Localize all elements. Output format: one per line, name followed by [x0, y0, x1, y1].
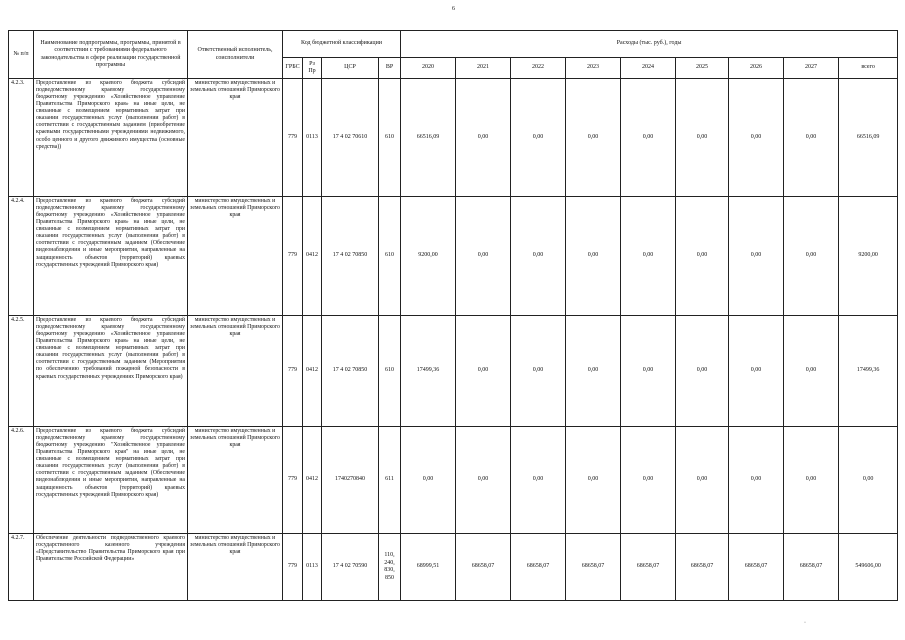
row-name: Предоставление из краевого бюджета субсидий подведомственному краевому государственному бюджетному учреждению "Хозяйственное управление Правительства Приморского края" на иные цели, не связанные с возмещением нормативных затрат при оказании государственных услуг (выполнении работ) в соответствии с государственным заданием (Обеспечение видеонаблюдения и иные мероприятия, направленные на защищенность объектов (территорий) краевых государственных учреждений Приморского края) — [34, 427, 188, 534]
header-year: 2020 — [401, 58, 456, 79]
row-value: 0,00 — [729, 79, 784, 197]
header-year: 2027 — [784, 58, 839, 79]
row-vr: 610 — [379, 316, 401, 427]
row-total: 17499,36 — [839, 316, 898, 427]
budget-table — [8, 30, 898, 601]
row-total: 0,00 — [839, 427, 898, 534]
header-year: 2025 — [676, 58, 729, 79]
row-vr: 610 — [379, 79, 401, 197]
row-rzpr: 0412 — [303, 316, 322, 427]
header-total: всего — [839, 58, 898, 79]
row-value: 0,00 — [676, 316, 729, 427]
row-csr: 17 4 02 70850 — [322, 197, 379, 316]
table-row — [9, 316, 898, 427]
row-value: 0,00 — [784, 427, 839, 534]
header-num: № п/п — [9, 31, 34, 79]
row-value: 0,00 — [784, 197, 839, 316]
row-name: Предоставление из краевого бюджета субсидий подведомственному краевому государственному бюджетному учреждению «Хозяйственное управление Правительства Приморского края» на иные цели, не связанные с возмещением нормативных затрат при оказании государственных услуг (выполнении работ) в соответствии с государственным заданием (приобретение краевыми государственными учреждениями недвижимого, особо ценного и другого движимого имущества (основные средства)) — [34, 79, 188, 197]
row-grbs: 779 — [283, 79, 303, 197]
row-grbs: 779 — [283, 316, 303, 427]
row-value: 0,00 — [676, 197, 729, 316]
row-grbs: 779 — [283, 427, 303, 534]
header-csr: ЦСР — [322, 58, 379, 79]
row-grbs: 779 — [283, 534, 303, 601]
table-row — [9, 197, 898, 316]
row-value: 0,00 — [729, 316, 784, 427]
header-expenses: Расходы (тыс. руб.), годы — [401, 31, 898, 58]
table-row — [9, 79, 898, 197]
header-rzpr: Рз Пр — [303, 58, 322, 79]
row-executor: министерство имущественных и земельных отношений Приморского края — [188, 79, 283, 197]
row-vr: 110, 240, 830, 850 — [379, 534, 401, 601]
row-num: 4.2.4. — [9, 197, 34, 316]
row-value: 0,00 — [566, 316, 621, 427]
row-name: Предоставление из краевого бюджета субсидий подведомственному краевому государственному бюджетному учреждению «Хозяйственное управление Правительства Приморского края» на иные цели, не связанные с возмещением нормативных затрат при оказании государственных услуг (выполнении работ) в соответствии с государственным заданием (Мероприятия по обеспечению требований пожарной безопасности в краевых государственных учреждениях Приморского края) — [34, 316, 188, 427]
header-budget-code: Код бюджетной классификации — [283, 31, 401, 58]
row-value: 68658,07 — [784, 534, 839, 601]
row-rzpr: 0412 — [303, 427, 322, 534]
row-value: 68658,07 — [676, 534, 729, 601]
page-number: 6 — [452, 6, 455, 12]
header-executor: Ответственный исполнитель, соисполнители — [188, 31, 283, 79]
row-value: 0,00 — [621, 316, 676, 427]
row-value: 0,00 — [676, 427, 729, 534]
row-executor: министерство имущественных и земельных отношений Приморского края — [188, 197, 283, 316]
header-year: 2026 — [729, 58, 784, 79]
row-csr: 17 4 02 70850 — [322, 316, 379, 427]
row-value: 0,00 — [729, 197, 784, 316]
header-row-1 — [9, 31, 898, 58]
row-value: 68658,07 — [566, 534, 621, 601]
row-executor: министерство имущественных и земельных отношений Приморского края — [188, 534, 283, 601]
row-csr: 1740270840 — [322, 427, 379, 534]
row-total: 9200,00 — [839, 197, 898, 316]
row-value: 0,00 — [566, 197, 621, 316]
row-name: Предоставление из краевого бюджета субсидий подведомственному краевому государственному бюджетному учреждению «Хозяйственное управление Правительства Приморского края» на иные цели, не связанные с возмещением нормативных затрат при оказании государственных услуг (выполнении работ) в соответствии с государственным заданием (Обеспечение видеонаблюдения и иные мероприятия, направленные на защищенность объектов (территорий) краевых государственных учреждений Приморского края) — [34, 197, 188, 316]
row-num: 4.2.7. — [9, 534, 34, 601]
header-year: 2021 — [456, 58, 511, 79]
header-year: 2024 — [621, 58, 676, 79]
header-year: 2022 — [511, 58, 566, 79]
row-rzpr: 0412 — [303, 197, 322, 316]
header-name: Наименование подпрограммы, программы, принятой в соответствии с требованиями федерального законодательства в сфере реализации государственной программы — [34, 31, 188, 79]
row-value: 0,00 — [566, 427, 621, 534]
row-value: 0,00 — [621, 79, 676, 197]
row-value: 0,00 — [511, 79, 566, 197]
header-year: 2023 — [566, 58, 621, 79]
row-csr: 17 4 02 70610 — [322, 79, 379, 197]
row-value: 68658,07 — [729, 534, 784, 601]
row-csr: 17 4 02 70590 — [322, 534, 379, 601]
row-value: 68658,07 — [456, 534, 511, 601]
row-rzpr: 0113 — [303, 79, 322, 197]
table-row — [9, 427, 898, 534]
row-executor: министерство имущественных и земельных отношений Приморского края — [188, 427, 283, 534]
row-value: 17499,36 — [401, 316, 456, 427]
row-num: 4.2.3. — [9, 79, 34, 197]
row-value: 68999,51 — [401, 534, 456, 601]
row-executor: министерство имущественных и земельных отношений Приморского края — [188, 316, 283, 427]
row-value: 66516,09 — [401, 79, 456, 197]
row-value: 0,00 — [621, 427, 676, 534]
row-value: 0,00 — [566, 79, 621, 197]
header-grbs: ГРБС — [283, 58, 303, 79]
row-name: Обеспечение деятельности подведомственного краевого государственного казенного учреждения «Представительство Правительства Приморского края при Правительстве Российской Федерации» — [34, 534, 188, 601]
row-grbs: 779 — [283, 197, 303, 316]
row-value: 0,00 — [456, 427, 511, 534]
header-vr: ВР — [379, 58, 401, 79]
row-value: 0,00 — [456, 316, 511, 427]
row-num: 4.2.5. — [9, 316, 34, 427]
row-value: 0,00 — [729, 427, 784, 534]
row-num: 4.2.6. — [9, 427, 34, 534]
row-value: 0,00 — [511, 197, 566, 316]
row-total: 66516,09 — [839, 79, 898, 197]
row-value: 0,00 — [784, 79, 839, 197]
row-value: 0,00 — [676, 79, 729, 197]
bottom-mark: · — [804, 620, 806, 626]
row-value: 0,00 — [401, 427, 456, 534]
row-value: 0,00 — [456, 79, 511, 197]
row-vr: 611 — [379, 427, 401, 534]
row-rzpr: 0113 — [303, 534, 322, 601]
row-value: 9200,00 — [401, 197, 456, 316]
row-vr: 610 — [379, 197, 401, 316]
row-value: 68658,07 — [621, 534, 676, 601]
table-row — [9, 534, 898, 601]
row-value: 0,00 — [456, 197, 511, 316]
row-value: 0,00 — [511, 427, 566, 534]
row-value: 0,00 — [784, 316, 839, 427]
row-value: 0,00 — [511, 316, 566, 427]
row-total: 549606,00 — [839, 534, 898, 601]
row-value: 0,00 — [621, 197, 676, 316]
row-value: 68658,07 — [511, 534, 566, 601]
